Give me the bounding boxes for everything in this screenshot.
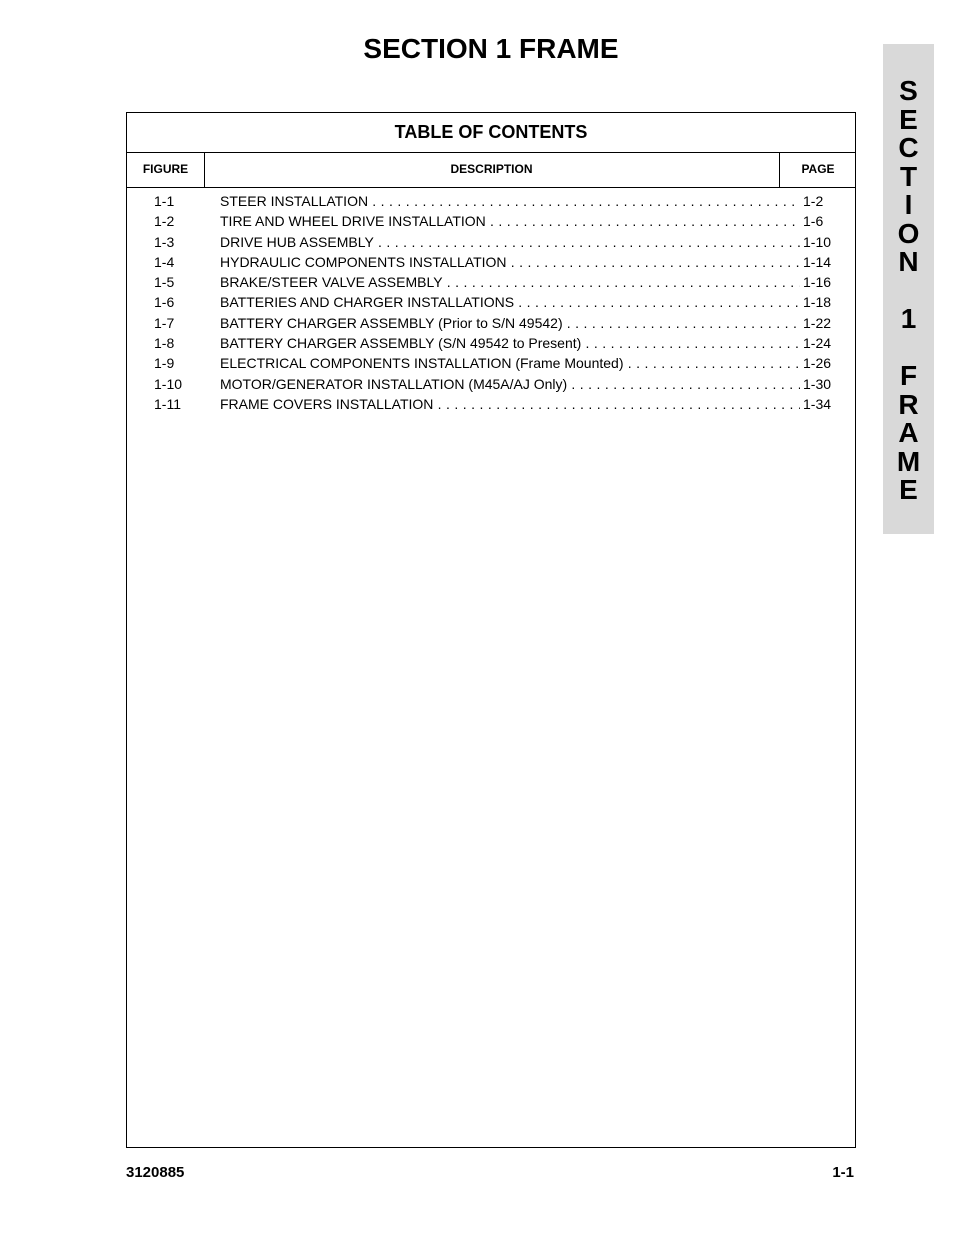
toc-page-number: 1-10 xyxy=(803,233,832,250)
toc-leader-line xyxy=(220,354,800,372)
side-tab-letter: 1 xyxy=(900,303,917,334)
side-tab-letter: I xyxy=(904,189,913,220)
toc-entry[interactable] xyxy=(127,334,855,354)
side-tab-letter: R xyxy=(898,388,919,420)
toc-figure-number: 1-4 xyxy=(154,253,175,270)
document-number: 3120885 xyxy=(126,1164,185,1181)
description-column-header: DESCRIPTION xyxy=(204,153,780,187)
toc-description: BATTERY CHARGER ASSEMBLY (S/N 49542 to Present) xyxy=(220,335,582,352)
toc-figure-number: 1-10 xyxy=(154,375,183,392)
side-tab-letter xyxy=(883,334,934,363)
side-tab-letter: M xyxy=(896,445,921,477)
side-tab-letter: E xyxy=(899,474,918,505)
toc-figure-number: 1-2 xyxy=(154,213,175,230)
side-tab-letter: E xyxy=(899,103,918,135)
side-tab-letter: N xyxy=(898,246,919,277)
figure-column-header: FIGURE xyxy=(127,153,205,187)
toc-entry[interactable] xyxy=(127,212,855,232)
toc-leader-line xyxy=(220,253,800,271)
toc-leader-line xyxy=(220,334,800,352)
side-tab-letter: A xyxy=(898,417,919,448)
toc-figure-number: 1-3 xyxy=(154,233,175,250)
toc-leader-line xyxy=(220,375,800,393)
toc-leader-line xyxy=(220,395,800,413)
side-tab-letters xyxy=(883,77,934,505)
toc-page-number: 1-22 xyxy=(803,314,832,331)
toc-figure-number: 1-11 xyxy=(154,395,181,412)
toc-page-number: 1-14 xyxy=(803,253,832,270)
toc-entry[interactable] xyxy=(127,395,855,415)
toc-entry[interactable] xyxy=(127,192,855,212)
toc-description: FRAME COVERS INSTALLATION xyxy=(220,395,434,412)
toc-description: TIRE AND WHEEL DRIVE INSTALLATION xyxy=(220,213,486,230)
side-tab-letter: C xyxy=(898,132,919,163)
toc-page-number: 1-6 xyxy=(803,213,824,230)
toc-figure-number: 1-5 xyxy=(154,274,175,291)
toc-description: BATTERIES AND CHARGER INSTALLATIONS xyxy=(220,294,515,311)
toc-page-number: 1-30 xyxy=(803,375,832,392)
toc-leader-line xyxy=(220,293,800,311)
toc-header-row xyxy=(127,153,855,188)
toc-description: MOTOR/GENERATOR INSTALLATION (M45A/AJ Only) xyxy=(220,375,568,392)
toc-leader-line xyxy=(220,212,800,230)
page-title: SECTION 1 FRAME xyxy=(363,33,619,64)
toc-figure-number: 1-1 xyxy=(154,193,175,209)
toc-figure-number: 1-9 xyxy=(154,355,175,372)
toc-leader-line xyxy=(220,273,800,291)
toc-entries xyxy=(127,192,855,415)
toc-description: BRAKE/STEER VALVE ASSEMBLY xyxy=(220,274,443,291)
toc-description: ELECTRICAL COMPONENTS INSTALLATION (Frame Mounted) xyxy=(220,355,624,372)
table-of-contents xyxy=(126,112,856,1148)
toc-page-number: 1-26 xyxy=(803,355,832,372)
toc-page-number: 1-16 xyxy=(803,274,832,291)
side-tab-letter xyxy=(883,277,934,306)
page-column-header: PAGE xyxy=(801,162,835,176)
toc-description: HYDRAULIC COMPONENTS INSTALLATION xyxy=(220,253,507,270)
toc-leader-line xyxy=(220,233,800,251)
toc-figure-number: 1-8 xyxy=(154,335,175,352)
toc-figure-number: 1-7 xyxy=(154,314,175,331)
toc-entry[interactable] xyxy=(127,293,855,313)
toc-description: STEER INSTALLATION xyxy=(220,193,369,209)
side-tab-letter: S xyxy=(899,75,918,106)
section-side-tab xyxy=(883,44,934,534)
side-tab-letter: O xyxy=(897,217,920,249)
toc-entry[interactable] xyxy=(127,273,855,293)
toc-entry[interactable] xyxy=(127,233,855,253)
toc-page-number: 1-24 xyxy=(803,335,832,352)
toc-page-number: 1-2 xyxy=(803,193,824,209)
toc-leader-line xyxy=(220,314,800,332)
toc-entry[interactable] xyxy=(127,314,855,334)
toc-leader-line xyxy=(220,192,800,210)
toc-title: TABLE OF CONTENTS xyxy=(127,113,855,153)
toc-page-number: 1-18 xyxy=(803,294,832,311)
page-number: 1-1 xyxy=(832,1164,854,1181)
side-tab-letter: F xyxy=(899,360,918,391)
toc-entry[interactable] xyxy=(127,253,855,273)
toc-description: BATTERY CHARGER ASSEMBLY (Prior to S/N 49542) xyxy=(220,314,563,331)
toc-figure-number: 1-6 xyxy=(154,294,175,311)
toc-entry[interactable] xyxy=(127,354,855,374)
toc-entry[interactable] xyxy=(127,375,855,395)
side-tab-letter: T xyxy=(899,160,918,192)
toc-page-number: 1-34 xyxy=(803,395,832,412)
toc-description: DRIVE HUB ASSEMBLY xyxy=(220,233,374,250)
